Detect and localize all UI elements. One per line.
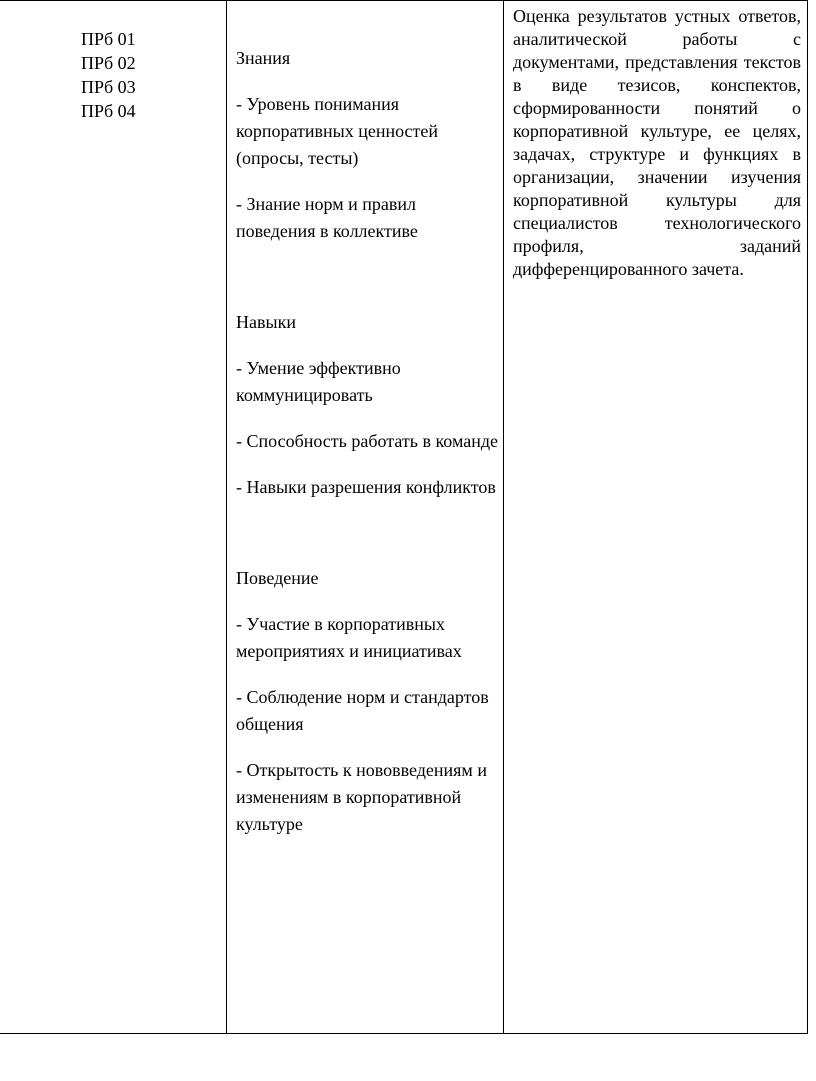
group-spacer (236, 520, 498, 565)
assessment-text: Оценка результатов устных ответов, аналитической работы с документами, представления текстов в виде тезисов, конспектов, сформированности понятий о корпоративной культуре, ее целях, задачах, структуре и функциях в организации, значении изучения корпоративной культуры для специалистов технологического профиля, заданий дифференцированного зачета. (513, 6, 801, 279)
codes-list (81, 27, 136, 123)
criteria-item: - Участие в корпоративных мероприятиях и инициативах (236, 614, 462, 661)
group-title-knowledge: Знания (236, 48, 291, 68)
code-item: ПРб 01 (81, 29, 136, 49)
criteria-item: - Уровень понимания корпоративных ценностей (опросы, тесты) (236, 94, 439, 168)
code-item: ПРб 02 (81, 53, 136, 73)
code-item: ПРб 03 (81, 77, 136, 97)
group-title-behavior: Поведение (236, 568, 319, 588)
group-spacer (236, 264, 498, 309)
criteria-item: - Навыки разрешения конфликтов (236, 477, 496, 497)
criteria-list (236, 45, 498, 857)
assessment-cell (504, 1, 807, 1033)
criteria-item: - Соблюдение норм и стандартов общения (236, 687, 489, 734)
criteria-item: - Способность работать в команде (236, 431, 498, 451)
code-item: ПРб 04 (81, 101, 136, 121)
criteria-item: - Знание норм и правил поведения в коллективе (236, 194, 418, 241)
group-title-skills: Навыки (236, 312, 296, 332)
codes-cell (0, 1, 227, 1033)
criteria-item: - Открытость к нововведениям и изменениям в корпоративной культуре (236, 760, 487, 834)
criteria-item: - Умение эффективно коммуницировать (236, 358, 401, 405)
criteria-cell (227, 1, 504, 1033)
